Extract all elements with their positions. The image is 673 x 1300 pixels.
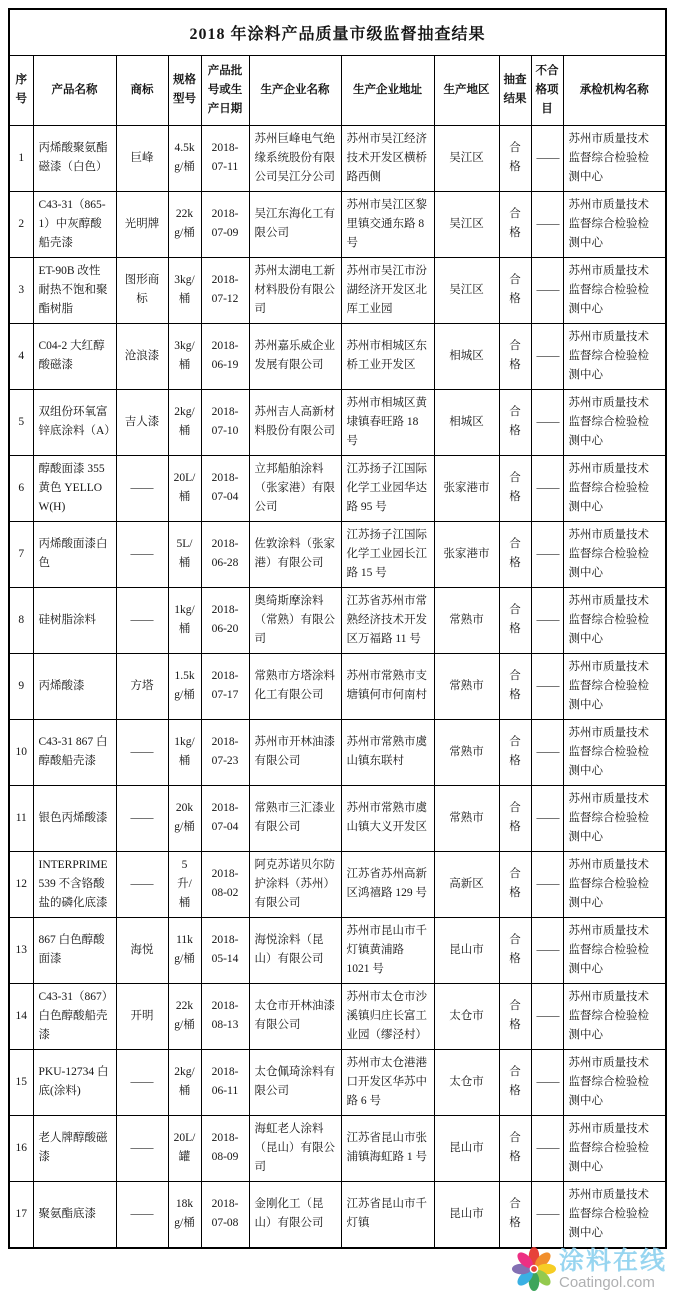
cell: 1kg/桶	[168, 587, 201, 653]
cell: 昆山市	[434, 1115, 499, 1181]
cell: 14	[9, 983, 33, 1049]
cell: 佐敦涂料（张家港）有限公司	[249, 521, 341, 587]
cell: 昆山市	[434, 917, 499, 983]
cell: 15	[9, 1049, 33, 1115]
cell: 9	[9, 653, 33, 719]
cell: 昆山市	[434, 1181, 499, 1248]
cell: 苏州市常熟市虞山镇大义开发区	[341, 785, 434, 851]
cell: 相城区	[434, 323, 499, 389]
cell: 合格	[499, 1115, 531, 1181]
cell: 11kg/桶	[168, 917, 201, 983]
title-row	[9, 9, 666, 55]
cell: 10	[9, 719, 33, 785]
column-header: 序号	[9, 55, 33, 125]
cell: PKU-12734 白底(涂料)	[33, 1049, 116, 1115]
cell: ——	[531, 389, 563, 455]
table-row	[9, 191, 666, 257]
cell: 苏州太湖电工新材料股份有限公司	[249, 257, 341, 323]
cell: 常熟市三汇漆业有限公司	[249, 785, 341, 851]
cell: 2018-06-19	[201, 323, 249, 389]
cell: 金刚化工（昆山）有限公司	[249, 1181, 341, 1248]
table-row	[9, 125, 666, 191]
cell: 开明	[116, 983, 168, 1049]
column-header: 产品名称	[33, 55, 116, 125]
table-body	[9, 125, 666, 1248]
cell: 2018-06-28	[201, 521, 249, 587]
cell: ——	[531, 587, 563, 653]
cell: 太仓市	[434, 983, 499, 1049]
cell: 18kg/桶	[168, 1181, 201, 1248]
cell: 苏州市质量技术监督综合检验检测中心	[563, 851, 666, 917]
cell: 聚氨酯底漆	[33, 1181, 116, 1248]
cell: 苏州巨峰电气绝缘系统股份有限公司吴江分公司	[249, 125, 341, 191]
cell: 合格	[499, 653, 531, 719]
table-row	[9, 1181, 666, 1248]
cell: 醇酸面漆 355 黄色 YELLOW(H)	[33, 455, 116, 521]
column-header: 生产地区	[434, 55, 499, 125]
table-row	[9, 653, 666, 719]
cell: 常熟市	[434, 719, 499, 785]
cell: 苏州市质量技术监督综合检验检测中心	[563, 323, 666, 389]
cell: 老人牌醇酸磁漆	[33, 1115, 116, 1181]
cell: ——	[116, 587, 168, 653]
cell: 双组份环氧富锌底涂料（A）	[33, 389, 116, 455]
cell: 1kg/桶	[168, 719, 201, 785]
cell: 苏州市质量技术监督综合检验检测中心	[563, 1049, 666, 1115]
cell: 苏州市质量技术监督综合检验检测中心	[563, 785, 666, 851]
cell: 合格	[499, 1049, 531, 1115]
watermark	[511, 1246, 667, 1292]
cell: 2018-07-17	[201, 653, 249, 719]
cell: 苏州市质量技术监督综合检验检测中心	[563, 257, 666, 323]
cell: 苏州吉人高新材料股份有限公司	[249, 389, 341, 455]
cell: 3	[9, 257, 33, 323]
cell: INTERPRIME539 不含铬酸盐的磷化底漆	[33, 851, 116, 917]
cell: 2018-06-20	[201, 587, 249, 653]
cell: 常熟市	[434, 587, 499, 653]
cell: 5L/桶	[168, 521, 201, 587]
table-row	[9, 1115, 666, 1181]
cell: 20L/罐	[168, 1115, 201, 1181]
cell: 苏州市常熟市支塘镇何市何南村	[341, 653, 434, 719]
cell: 奥绮斯摩涂料（常熟）有限公司	[249, 587, 341, 653]
cell: 苏州市相城区黄埭镇春旺路 18 号	[341, 389, 434, 455]
cell: 苏州市质量技术监督综合检验检测中心	[563, 1181, 666, 1248]
cell: ——	[116, 1181, 168, 1248]
cell: C43-31（865-1）中灰醇酸船壳漆	[33, 191, 116, 257]
cell: ——	[531, 785, 563, 851]
cell: C43-31 867 白醇酸船壳漆	[33, 719, 116, 785]
cell: 巨峰	[116, 125, 168, 191]
cell: 7	[9, 521, 33, 587]
cell: 2018-07-04	[201, 785, 249, 851]
cell: 常熟市	[434, 785, 499, 851]
cell: ——	[531, 125, 563, 191]
cell: ——	[531, 917, 563, 983]
cell: 合格	[499, 323, 531, 389]
table-row	[9, 257, 666, 323]
cell: 2018-07-12	[201, 257, 249, 323]
cell: 阿克苏诺贝尔防护涂料（苏州）有限公司	[249, 851, 341, 917]
cell: 867 白色醇酸面漆	[33, 917, 116, 983]
cell: ——	[531, 1181, 563, 1248]
cell: 苏州市常熟市虞山镇东联村	[341, 719, 434, 785]
cell: ——	[116, 455, 168, 521]
cell: 合格	[499, 587, 531, 653]
cell: 光明牌	[116, 191, 168, 257]
cell: ——	[116, 785, 168, 851]
column-header: 生产企业名称	[249, 55, 341, 125]
cell: 4	[9, 323, 33, 389]
cell: 苏州市太仓港港口开发区华苏中路 6 号	[341, 1049, 434, 1115]
cell: 3kg/桶	[168, 257, 201, 323]
table-row	[9, 587, 666, 653]
cell: 苏州市质量技术监督综合检验检测中心	[563, 719, 666, 785]
cell: ——	[531, 653, 563, 719]
cell: 苏州市质量技术监督综合检验检测中心	[563, 191, 666, 257]
cell: ——	[531, 719, 563, 785]
cell: 苏州市质量技术监督综合检验检测中心	[563, 587, 666, 653]
cell: ——	[531, 521, 563, 587]
cell: 吴江区	[434, 125, 499, 191]
table-row	[9, 719, 666, 785]
cell: 吴江区	[434, 191, 499, 257]
cell: 2018-08-02	[201, 851, 249, 917]
header-row	[9, 55, 666, 125]
cell: ——	[531, 983, 563, 1049]
cell: 22kg/桶	[168, 983, 201, 1049]
cell: 合格	[499, 257, 531, 323]
cell: ——	[116, 851, 168, 917]
cell: 江苏扬子江国际化学工业园华达路 95 号	[341, 455, 434, 521]
cell: 3kg/桶	[168, 323, 201, 389]
cell: 2018-07-11	[201, 125, 249, 191]
watermark-cn-text: 涂料在线	[558, 1246, 667, 1275]
cell: 海虹老人涂料（昆山）有限公司	[249, 1115, 341, 1181]
page-title: 2018 年涂料产品质量市级监督抽查结果	[9, 9, 666, 55]
cell: 太仓佩琦涂料有限公司	[249, 1049, 341, 1115]
cell: 2	[9, 191, 33, 257]
cell: 苏州市吴江经济技术开发区横桥路西侧	[341, 125, 434, 191]
table-row	[9, 851, 666, 917]
cell: 丙烯酸面漆白色	[33, 521, 116, 587]
cell: 1	[9, 125, 33, 191]
cell: 图形商标	[116, 257, 168, 323]
cell: ——	[531, 323, 563, 389]
column-header: 抽查结果	[499, 55, 531, 125]
cell: 6	[9, 455, 33, 521]
table-row	[9, 1049, 666, 1115]
cell: 2kg/桶	[168, 1049, 201, 1115]
cell: 合格	[499, 983, 531, 1049]
cell: 方塔	[116, 653, 168, 719]
cell: 江苏省昆山市千灯镇	[341, 1181, 434, 1248]
cell: 2018-08-09	[201, 1115, 249, 1181]
cell: 常熟市方塔涂料化工有限公司	[249, 653, 341, 719]
table-row	[9, 521, 666, 587]
cell: 吉人漆	[116, 389, 168, 455]
table-row	[9, 455, 666, 521]
cell: 苏州市相城区东桥工业开发区	[341, 323, 434, 389]
cell: 常熟市	[434, 653, 499, 719]
cell: 1.5kg/桶	[168, 653, 201, 719]
table-row	[9, 389, 666, 455]
cell: 合格	[499, 1181, 531, 1248]
cell: 2018-05-14	[201, 917, 249, 983]
inspection-results-table	[8, 8, 667, 1249]
cell: 苏州市昆山市千灯镇黄浦路 1021 号	[341, 917, 434, 983]
cell: 17	[9, 1181, 33, 1248]
cell: 合格	[499, 455, 531, 521]
cell: 合格	[499, 389, 531, 455]
cell: 张家港市	[434, 455, 499, 521]
cell: 丙烯酸漆	[33, 653, 116, 719]
cell: 苏州市质量技术监督综合检验检测中心	[563, 917, 666, 983]
table-row	[9, 785, 666, 851]
cell: 太仓市	[434, 1049, 499, 1115]
cell: 张家港市	[434, 521, 499, 587]
cell: 苏州市质量技术监督综合检验检测中心	[563, 521, 666, 587]
cell: 2018-07-23	[201, 719, 249, 785]
cell: 2018-07-04	[201, 455, 249, 521]
cell: 20kg/桶	[168, 785, 201, 851]
cell: 吴江东海化工有限公司	[249, 191, 341, 257]
cell: 合格	[499, 917, 531, 983]
cell: 合格	[499, 521, 531, 587]
cell: 苏州市质量技术监督综合检验检测中心	[563, 125, 666, 191]
cell: 海悦涂料（昆山）有限公司	[249, 917, 341, 983]
cell: 5	[9, 389, 33, 455]
cell: 合格	[499, 785, 531, 851]
cell: 4.5kg/桶	[168, 125, 201, 191]
cell: ——	[531, 257, 563, 323]
table-row	[9, 917, 666, 983]
cell: C04-2 大红醇酸磁漆	[33, 323, 116, 389]
column-header: 规格型号	[168, 55, 201, 125]
cell: 2018-07-08	[201, 1181, 249, 1248]
cell: ——	[531, 1049, 563, 1115]
cell: ——	[116, 1049, 168, 1115]
cell: ——	[116, 1115, 168, 1181]
cell: 立邦船舶涂料（张家港）有限公司	[249, 455, 341, 521]
column-header: 不合格项目	[531, 55, 563, 125]
cell: C43-31（867）白色醇酸船壳漆	[33, 983, 116, 1049]
cell: 20L/桶	[168, 455, 201, 521]
cell: 江苏省苏州高新区鸿禧路 129 号	[341, 851, 434, 917]
cell: 苏州嘉乐威企业发展有限公司	[249, 323, 341, 389]
cell: 太仓市开林油漆有限公司	[249, 983, 341, 1049]
cell: ——	[116, 521, 168, 587]
cell: 合格	[499, 719, 531, 785]
column-header: 承检机构名称	[563, 55, 666, 125]
cell: 16	[9, 1115, 33, 1181]
cell: 5 升/桶	[168, 851, 201, 917]
cell: 银色丙烯酸漆	[33, 785, 116, 851]
cell: 硅树脂涂料	[33, 587, 116, 653]
cell: 合格	[499, 851, 531, 917]
column-header: 产品批号或生产日期	[201, 55, 249, 125]
watermark-en-text: Coatingol.com	[558, 1273, 655, 1291]
cell: 2kg/桶	[168, 389, 201, 455]
cell: ——	[531, 191, 563, 257]
cell: 高新区	[434, 851, 499, 917]
cell: 苏州市太仓市沙溪镇归庄长富工业园（缪泾村）	[341, 983, 434, 1049]
cell: 相城区	[434, 389, 499, 455]
cell: 苏州市开林油漆有限公司	[249, 719, 341, 785]
cell: 12	[9, 851, 33, 917]
cell: 苏州市吴江区黎里镇交通东路 8 号	[341, 191, 434, 257]
cell: 沧浪漆	[116, 323, 168, 389]
table-row	[9, 983, 666, 1049]
cell: 苏州市质量技术监督综合检验检测中心	[563, 389, 666, 455]
cell: 苏州市质量技术监督综合检验检测中心	[563, 1115, 666, 1181]
cell: 11	[9, 785, 33, 851]
cell: 苏州市质量技术监督综合检验检测中心	[563, 983, 666, 1049]
cell: ET-90B 改性耐热不饱和聚酯树脂	[33, 257, 116, 323]
cell: 22kg/桶	[168, 191, 201, 257]
cell: 8	[9, 587, 33, 653]
cell: 2018-07-10	[201, 389, 249, 455]
cell: ——	[531, 851, 563, 917]
cell: 合格	[499, 191, 531, 257]
cell: 2018-07-09	[201, 191, 249, 257]
column-header: 商标	[116, 55, 168, 125]
cell: 苏州市吴江市汾湖经济开发区北厍工业园	[341, 257, 434, 323]
cell: 江苏扬子江国际化学工业园长江路 15 号	[341, 521, 434, 587]
cell: ——	[531, 455, 563, 521]
cell: 吴江区	[434, 257, 499, 323]
cell: ——	[531, 1115, 563, 1181]
column-header: 生产企业地址	[341, 55, 434, 125]
cell: 合格	[499, 125, 531, 191]
cell: 丙烯酸聚氨酯磁漆（白色）	[33, 125, 116, 191]
cell: 苏州市质量技术监督综合检验检测中心	[563, 653, 666, 719]
table-row	[9, 323, 666, 389]
cell: 2018-08-13	[201, 983, 249, 1049]
cell: 江苏省苏州市常熟经济技术开发区万福路 11 号	[341, 587, 434, 653]
cell: ——	[116, 719, 168, 785]
cell: 2018-06-11	[201, 1049, 249, 1115]
cell: 苏州市质量技术监督综合检验检测中心	[563, 455, 666, 521]
cell: 海悦	[116, 917, 168, 983]
coatingol-logo-icon	[511, 1246, 557, 1292]
cell: 13	[9, 917, 33, 983]
cell: 江苏省昆山市张浦镇海虹路 1 号	[341, 1115, 434, 1181]
